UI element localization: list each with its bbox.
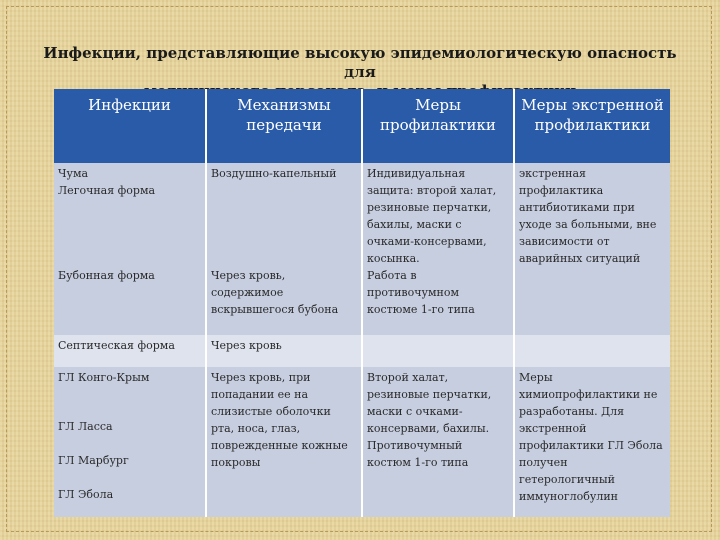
table-row-septic: [54, 335, 670, 367]
cell-septic-transmission: Через кровь: [206, 335, 362, 367]
cell-fever-prevention: Второй халат, резиновые перчатки, маски с очками-консервами, бахилы. Противочумный костюм 1-го типа: [362, 367, 514, 517]
cell-septic-emergency: [514, 335, 670, 367]
cell-plague-prevention: Индивидуальная защита: второй халат, резиновые перчатки, бахилы, маски с очками-консервами, косынка. Работа в противочумном костюме 1-го типа: [362, 163, 514, 335]
plague-bubonic-transmission: Через кровь, содержимое вскрывшегося бубона: [211, 269, 339, 316]
title-line-1: Инфекции, представляющие высокую эпидемиологическую опасность для: [43, 44, 677, 81]
cell-septic-prevention: [362, 335, 514, 367]
fever-marburg-label: ГЛ Марбург: [58, 454, 129, 467]
cell-fever-emergency: Меры химиопрофилактики не разработаны. Для экстренной профилактики ГЛ Эбола получен гетерологичный иммуноглобулин: [514, 367, 670, 517]
cell-plague-transmission: [206, 163, 362, 335]
plague-bubonic-label: Бубонная форма: [58, 269, 155, 282]
plague-pulmonary-label: Чума Легочная форма: [58, 167, 156, 197]
fever-lassa-label: ГЛ Ласса: [58, 420, 113, 433]
header-emergency: Меры экстренной профилактики: [514, 89, 670, 163]
cell-septic-infection: Септическая форма: [54, 335, 206, 367]
header-infections: Инфекции: [54, 89, 206, 163]
header-prevention: Меры профилактики: [362, 89, 514, 163]
cell-fever-transmission: Через кровь, при попадании ее на слизистые оболочки рта, носа, глаз, поврежденные кожные покровы: [206, 367, 362, 517]
cell-fever-infections: [54, 367, 206, 517]
header-transmission: Механизмы передачи: [206, 89, 362, 163]
plague-pulmonary-transmission: Воздушно-капельный: [211, 167, 337, 180]
cell-plague-emergency: экстренная профилактика антибиотиками при уходе за больными, вне зависимости от аварийных ситуаций: [514, 163, 670, 335]
infections-table: [54, 89, 670, 517]
fever-congo-label: ГЛ Конго-Крым: [58, 371, 150, 384]
table-row-plague: [54, 163, 670, 335]
table-row-fevers: [54, 367, 670, 517]
cell-plague-infections: [54, 163, 206, 335]
fever-ebola-label: ГЛ Эбола: [58, 488, 114, 501]
table-header-row: [54, 89, 670, 163]
